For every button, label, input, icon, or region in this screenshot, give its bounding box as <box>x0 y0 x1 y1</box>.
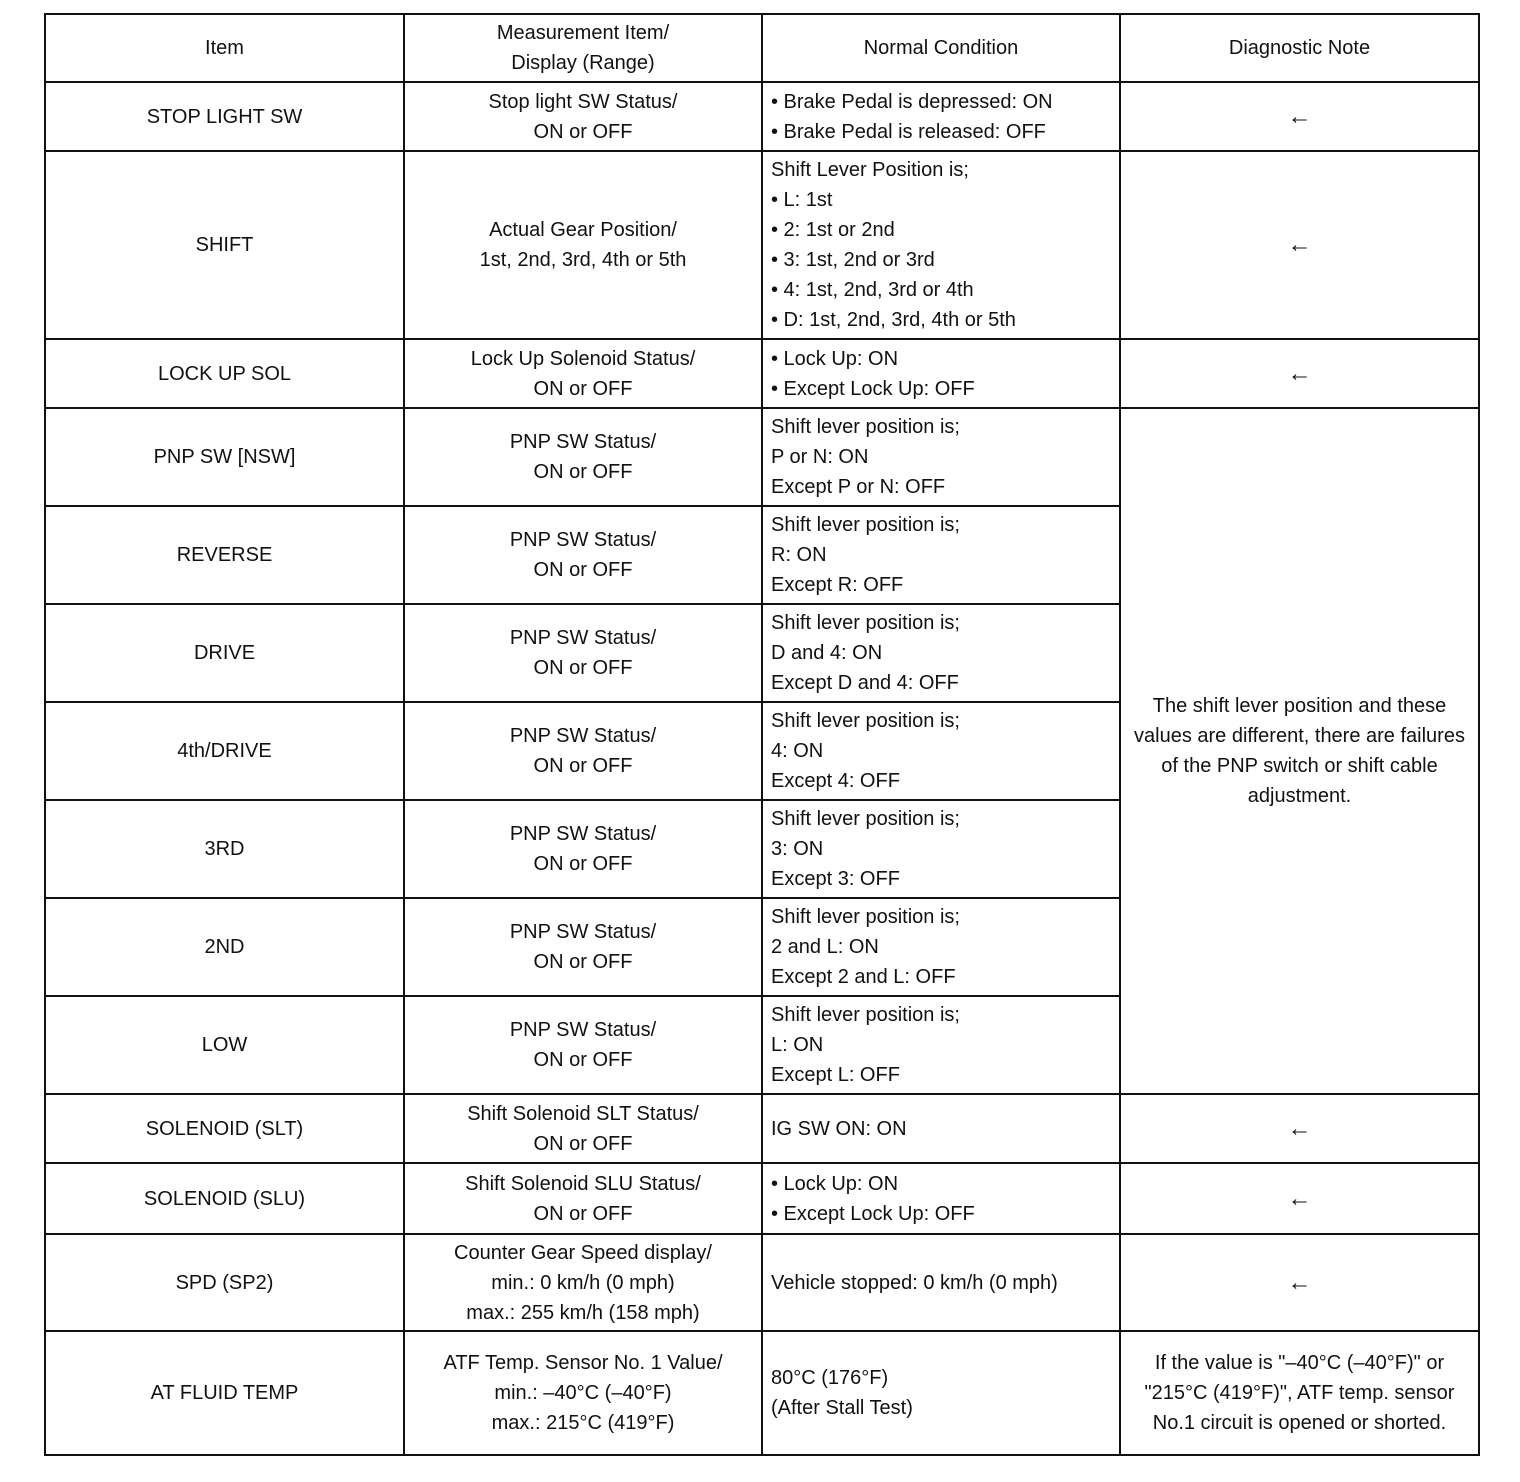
table-row <box>45 1163 1479 1234</box>
measurement-cell: PNP SW Status/ ON or OFF <box>404 996 762 1094</box>
normal-condition-cell: 80°C (176°F) (After Stall Test) <box>762 1331 1120 1455</box>
header-diagnostic-note: Diagnostic Note <box>1120 14 1479 82</box>
same-as-left-arrow-icon: ← <box>1120 339 1479 408</box>
same-as-left-arrow-icon: ← <box>1120 151 1479 339</box>
table-row <box>45 1234 1479 1331</box>
measurement-cell: Actual Gear Position/ 1st, 2nd, 3rd, 4th or 5th <box>404 151 762 339</box>
header-measurement: Measurement Item/ Display (Range) <box>404 14 762 82</box>
table-row <box>45 339 1479 408</box>
atf-diagnostic-note: If the value is "–40°C (–40°F)" or "215°C (419°F)", ATF temp. sensor No.1 circuit is opened or shorted. <box>1120 1331 1479 1455</box>
item-cell: SOLENOID (SLU) <box>45 1163 404 1234</box>
item-cell: 4th/DRIVE <box>45 702 404 800</box>
measurement-cell: PNP SW Status/ ON or OFF <box>404 506 762 604</box>
normal-condition-cell: Shift lever position is; 3: ON Except 3: OFF <box>762 800 1120 898</box>
measurement-cell: PNP SW Status/ ON or OFF <box>404 408 762 506</box>
normal-condition-cell: • Lock Up: ON • Except Lock Up: OFF <box>762 339 1120 408</box>
normal-condition-cell: Shift lever position is; P or N: ON Except P or N: OFF <box>762 408 1120 506</box>
normal-condition-cell: Shift lever position is; D and 4: ON Except D and 4: OFF <box>762 604 1120 702</box>
table-row <box>45 408 1479 506</box>
table-row <box>45 151 1479 339</box>
table-row <box>45 1331 1479 1455</box>
normal-condition-cell: Vehicle stopped: 0 km/h (0 mph) <box>762 1234 1120 1331</box>
normal-condition-cell: Shift lever position is; L: ON Except L: OFF <box>762 996 1120 1094</box>
table-row <box>45 82 1479 151</box>
measurement-cell: Lock Up Solenoid Status/ ON or OFF <box>404 339 762 408</box>
item-cell: LOW <box>45 996 404 1094</box>
measurement-cell: PNP SW Status/ ON or OFF <box>404 702 762 800</box>
item-cell: AT FLUID TEMP <box>45 1331 404 1455</box>
item-cell: REVERSE <box>45 506 404 604</box>
item-cell: LOCK UP SOL <box>45 339 404 408</box>
measurement-cell: Shift Solenoid SLT Status/ ON or OFF <box>404 1094 762 1163</box>
same-as-left-arrow-icon: ← <box>1120 82 1479 151</box>
measurement-cell: Stop light SW Status/ ON or OFF <box>404 82 762 151</box>
header-item: Item <box>45 14 404 82</box>
measurement-cell: Counter Gear Speed display/ min.: 0 km/h (0 mph) max.: 255 km/h (158 mph) <box>404 1234 762 1331</box>
normal-condition-cell: Shift lever position is; 4: ON Except 4: OFF <box>762 702 1120 800</box>
item-cell: 3RD <box>45 800 404 898</box>
same-as-left-arrow-icon: ← <box>1120 1163 1479 1234</box>
normal-condition-cell: • Brake Pedal is depressed: ON • Brake Pedal is released: OFF <box>762 82 1120 151</box>
measurement-cell: Shift Solenoid SLU Status/ ON or OFF <box>404 1163 762 1234</box>
header-row <box>45 14 1479 82</box>
measurement-cell: PNP SW Status/ ON or OFF <box>404 800 762 898</box>
same-as-left-arrow-icon: ← <box>1120 1234 1479 1331</box>
item-cell: PNP SW [NSW] <box>45 408 404 506</box>
item-cell: SOLENOID (SLT) <box>45 1094 404 1163</box>
same-as-left-arrow-icon: ← <box>1120 1094 1479 1163</box>
item-cell: SPD (SP2) <box>45 1234 404 1331</box>
diagnostic-data-table <box>44 13 1480 1456</box>
item-cell: SHIFT <box>45 151 404 339</box>
table-row <box>45 1094 1479 1163</box>
pnp-diagnostic-note: The shift lever position and these values are different, there are failures of the PNP switch or shift cable adjustment. <box>1120 408 1479 1094</box>
normal-condition-cell: Shift lever position is; R: ON Except R: OFF <box>762 506 1120 604</box>
measurement-cell: ATF Temp. Sensor No. 1 Value/ min.: –40°C (–40°F) max.: 215°C (419°F) <box>404 1331 762 1455</box>
normal-condition-cell: Shift Lever Position is; • L: 1st • 2: 1st or 2nd • 3: 1st, 2nd or 3rd • 4: 1st, 2nd, 3rd or 4th • D: 1st, 2nd, 3rd, 4th or 5th <box>762 151 1120 339</box>
header-normal-condition: Normal Condition <box>762 14 1120 82</box>
item-cell: STOP LIGHT SW <box>45 82 404 151</box>
normal-condition-cell: IG SW ON: ON <box>762 1094 1120 1163</box>
normal-condition-cell: Shift lever position is; 2 and L: ON Except 2 and L: OFF <box>762 898 1120 996</box>
normal-condition-cell: • Lock Up: ON • Except Lock Up: OFF <box>762 1163 1120 1234</box>
item-cell: 2ND <box>45 898 404 996</box>
measurement-cell: PNP SW Status/ ON or OFF <box>404 898 762 996</box>
measurement-cell: PNP SW Status/ ON or OFF <box>404 604 762 702</box>
item-cell: DRIVE <box>45 604 404 702</box>
